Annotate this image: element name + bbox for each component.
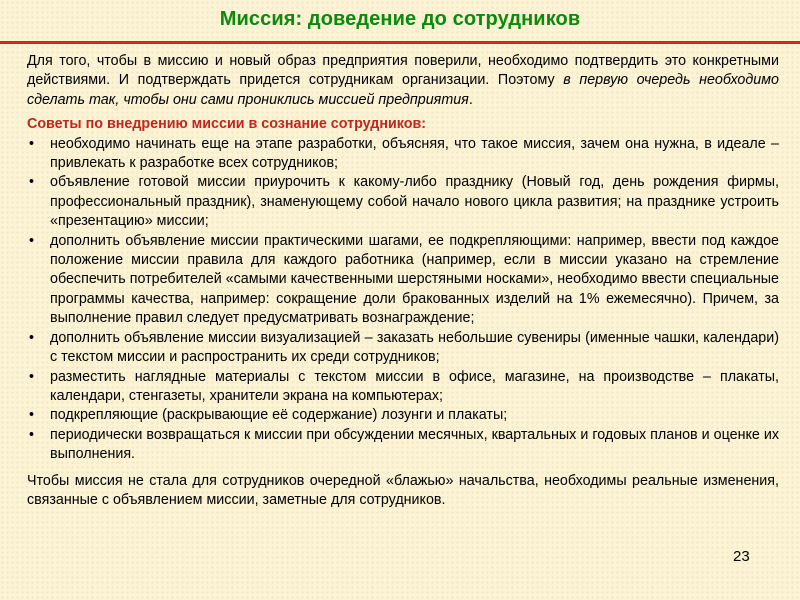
intro-italic-text: в первую очередь необходимо сделать так, чтобы они сами прониклись миссией предприятия [27,72,779,108]
slide-title: Миссия: доведение до сотрудников [219,8,581,30]
conclusion-paragraph: Чтобы миссия не стала для сотрудников очередной «блажью» начальства, необходимы реальные изменения, связанные с объявлением миссии, заметные для сотрудников. [27,472,779,508]
list-item-text: подкрепляющие (раскрывающие её содержание) лозунги и плакаты; [50,407,508,424]
list-item-text: необходимо начинать еще на этапе разработки, объясняя, что такое миссия, зачем она нужна, в идеале – привлекать к разработке всех сотрудников; [50,135,779,172]
list-item [27,406,779,425]
bullet-icon: • [29,232,35,249]
list-item-text: дополнить объявление миссии практическими шагами, ее подкрепляющими: например, ввести под каждое положение миссии правила для каждого работника (например, если в миссии указано на стремление обеспечить потребителей «самыми качественными шерстяными носками», необходимо ввести специальные программы качества, например: сокращение доли бракованных изделий на 1% ежемесячно). Причем, за выполнение правил следует предусматривать вознаграждение; [50,232,779,327]
bullet-icon: • [29,426,35,443]
bullet-icon: • [29,368,35,385]
list-item [27,426,779,465]
list-item [27,368,779,407]
bullet-icon: • [29,135,35,152]
bullet-icon: • [29,174,35,191]
tips-list [27,135,779,465]
title-divider [0,41,800,44]
bullet-icon: • [29,329,35,346]
list-item-text: дополнить объявление миссии визуализацией – заказать небольшие сувениры (именные чашки, календари) с текстом миссии и распространить их среди сотрудников; [50,329,779,366]
list-item-text: разместить наглядные материалы с текстом миссии в офисе, магазине, на производстве – плакаты, календари, стенгазеты, хранители экрана на компьютерах; [50,368,779,404]
list-item [27,232,779,329]
bullet-icon: • [29,407,35,424]
intro-text: Для того, чтобы в миссию и новый образ предприятия поверили, необходимо подтвердить это конкретными действиями. И подтверждать придется сотрудникам организации. Поэтому [27,53,779,89]
intro-end: . [468,91,473,108]
list-item [27,329,779,368]
list-item-text: объявление готовой миссии приурочить к какому-либо празднику (Новый год, день рождения фирмы, профессиональный праздник), знаменующему собой начало нового цикла развития; на празднике устроить «презентацию» миссии; [50,174,779,230]
list-item [27,173,779,231]
tips-heading: Советы по внедрению миссии в сознание сотрудников: [27,116,427,133]
intro-paragraph [27,52,779,110]
slide-body [27,52,779,510]
page-number: 23 [733,548,750,565]
list-item-text: периодически возвращаться к миссии при обсуждении месячных, квартальных и годовых планов и оценке их выполнения. [50,426,779,463]
list-item [27,135,779,174]
